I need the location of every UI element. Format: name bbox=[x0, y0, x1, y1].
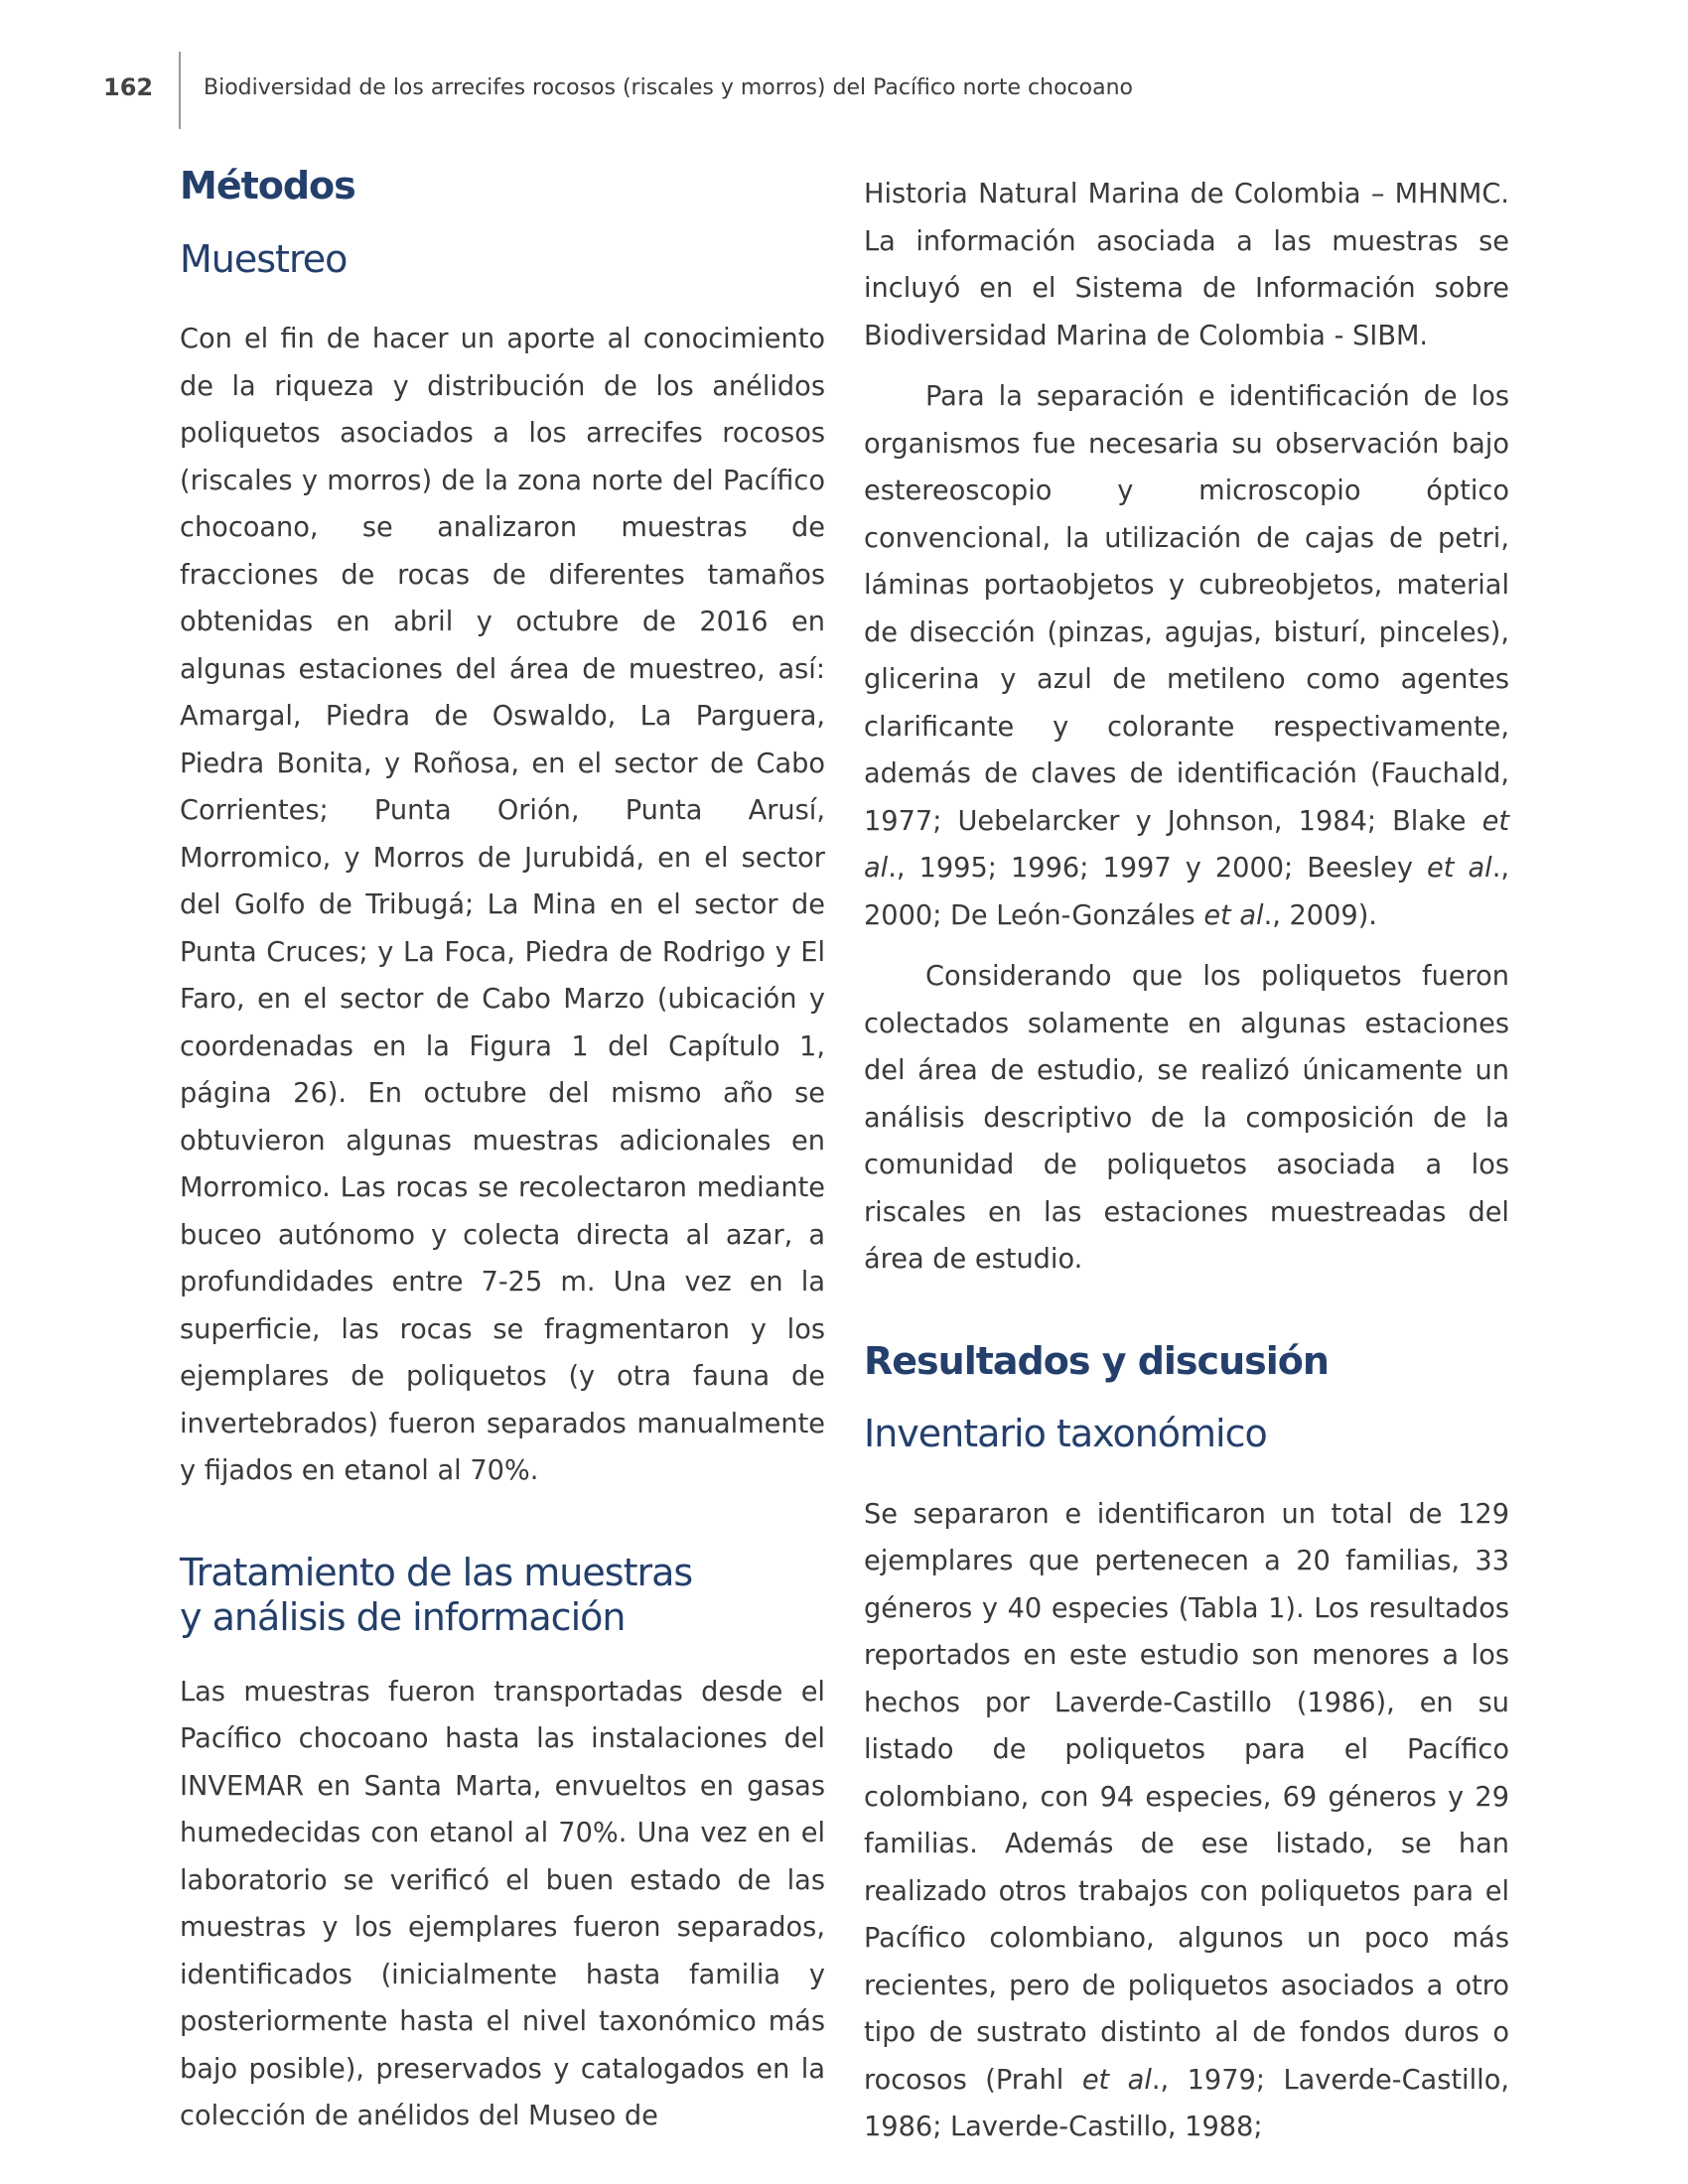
paragraph-considerando: Considerando que los poliquetos fueron colectados solamente en algunas estaciones del área de estudio, se realizó únicamente un análisis descriptivo de la composición de la comunidad de poliquetos asociada a los riscales en las estaciones muestreadas del área de estudio. bbox=[864, 961, 1509, 1275]
heading-muestreo: Muestreo bbox=[180, 236, 348, 281]
page-number: 162 bbox=[103, 73, 154, 101]
text-run: ., 2009). bbox=[1263, 899, 1377, 931]
running-title: Biodiversidad de los arrecifes rocosos (riscales y morros) del Pacífico norte chocoano bbox=[204, 75, 1133, 100]
heading-inventario: Inventario taxonómico bbox=[864, 1412, 1267, 1456]
paragraph-muestreo: Con el fin de hacer un aporte al conocimiento de la riqueza y distribución de los anélidos poliquetos asociados a los arrecifes rocosos (riscales y morros) de la zona norte del Pacífico chocoano, se analizaron muestras de fracciones de rocas de diferentes tamaños obtenidas en abril y octubre de 2016 en algunas estaciones del área de muestreo, así: Amargal, Piedra de Oswaldo, La Parguera, Piedra Bonita, y Roñosa, en el sector de Cabo Corrientes; Punta Orión, Punta Arusí, Morromico, y Morros de Jurubidá, en el sector del Golfo de Tribugá; La Mina en el sector de Punta Cruces; y La Foca, Piedra de Rodrigo y El Faro, en el sector de Cabo Marzo (ubicación y coordenadas en la Figura 1 del Capítulo 1, página 26). En octubre del mismo año se obtuvieron algunas muestras adicionales en Morromico. Las rocas se recolectaron mediante buceo autónomo y colecta directa al azar, a profundidades entre 7-25 m. Una vez en la superficie, las rocas se fragmentaron y los ejemplares de poliquetos (y otra fauna de invertebrados) fueron separados manualmente y fijados en etanol al 70%. bbox=[180, 324, 825, 1487]
heading-tratamiento-line1: Tratamiento de las muestras bbox=[180, 1550, 693, 1594]
text-run: ., 1979; Laverde-Castillo, 1986; Laverde-Castillo, 1988; bbox=[864, 2064, 1509, 2143]
italic-et-al: et al bbox=[1081, 2064, 1152, 2096]
text-run: Se separaron e identificaron un total de 129 ejemplares que pertenecen a 20 familias, 33 géneros y 40 especies (Tabla 1). Los resultados reportados en este estudio son menores a los hechos por Laverde-Castillo (1986), en su listado de poliquetos para el Pacífico colombiano, con 94 especies, 69 géneros y 29 familias. Además de ese listado, se han realizado otros trabajos con poliquetos para el Pacífico colombiano, algunos un poco más recientes, pero de poliquetos asociados a otro tipo de sustrato distinto al de fondos duros o rocosos (Prahl bbox=[864, 1498, 1509, 2096]
italic-et-al: et al bbox=[1427, 853, 1492, 884]
italic-et-al: et al bbox=[1203, 899, 1264, 931]
text-run: ., 1995; 1996; 1997 y 2000; Beesley bbox=[888, 853, 1428, 884]
paragraph-separacion bbox=[864, 373, 1509, 939]
page-header bbox=[0, 52, 1688, 131]
heading-tratamiento bbox=[180, 1551, 825, 1641]
heading-resultados: Resultados y discusión bbox=[864, 1338, 1329, 1383]
heading-tratamiento-line2: y análisis de información bbox=[180, 1595, 626, 1640]
paragraph-inventario bbox=[864, 1491, 1509, 2151]
paragraph-tratamiento: Las muestras fueron transportadas desde el Pacífico chocoano hasta las instalaciones del INVEMAR en Santa Marta, envueltos en gasas humedecidas con etanol al 70%. Una vez en el laboratorio se verificó el buen estado de las muestras y los ejemplares fueron separados, identificados (inicialmente hasta familia y posteriormente hasta el nivel taxonómico más bajo posible), preservados y catalogados en la colección de anélidos del Museo de bbox=[180, 1676, 825, 2132]
header-divider bbox=[179, 52, 181, 129]
text-run: ., 2000; De León-Gonzáles bbox=[864, 853, 1509, 931]
text-run: Para la separación e identificación de los organismos fue necesaria su observación bajo estereoscopio y microscopio óptico convencional, la utilización de cajas de petri, láminas portaobjetos y cubreobjetos, material de disección (pinzas, agujas, bisturí, pinceles), glicerina y azul de metileno como agentes clarificante y colorante respectivamente, además de claves de identificación (Fauchald, 1977; Uebelarcker y Johnson, 1984; Blake bbox=[864, 381, 1509, 837]
heading-metodos: Métodos bbox=[180, 164, 355, 207]
right-column bbox=[864, 171, 1509, 2151]
left-column bbox=[180, 164, 825, 2140]
italic-et-al: et al bbox=[864, 805, 1509, 884]
paragraph-continuation: Historia Natural Marina de Colombia – MHNMC. La información asociada a las muestras se incluyó en el Sistema de Información sobre Biodiversidad Marina de Colombia - SIBM. bbox=[864, 179, 1509, 351]
